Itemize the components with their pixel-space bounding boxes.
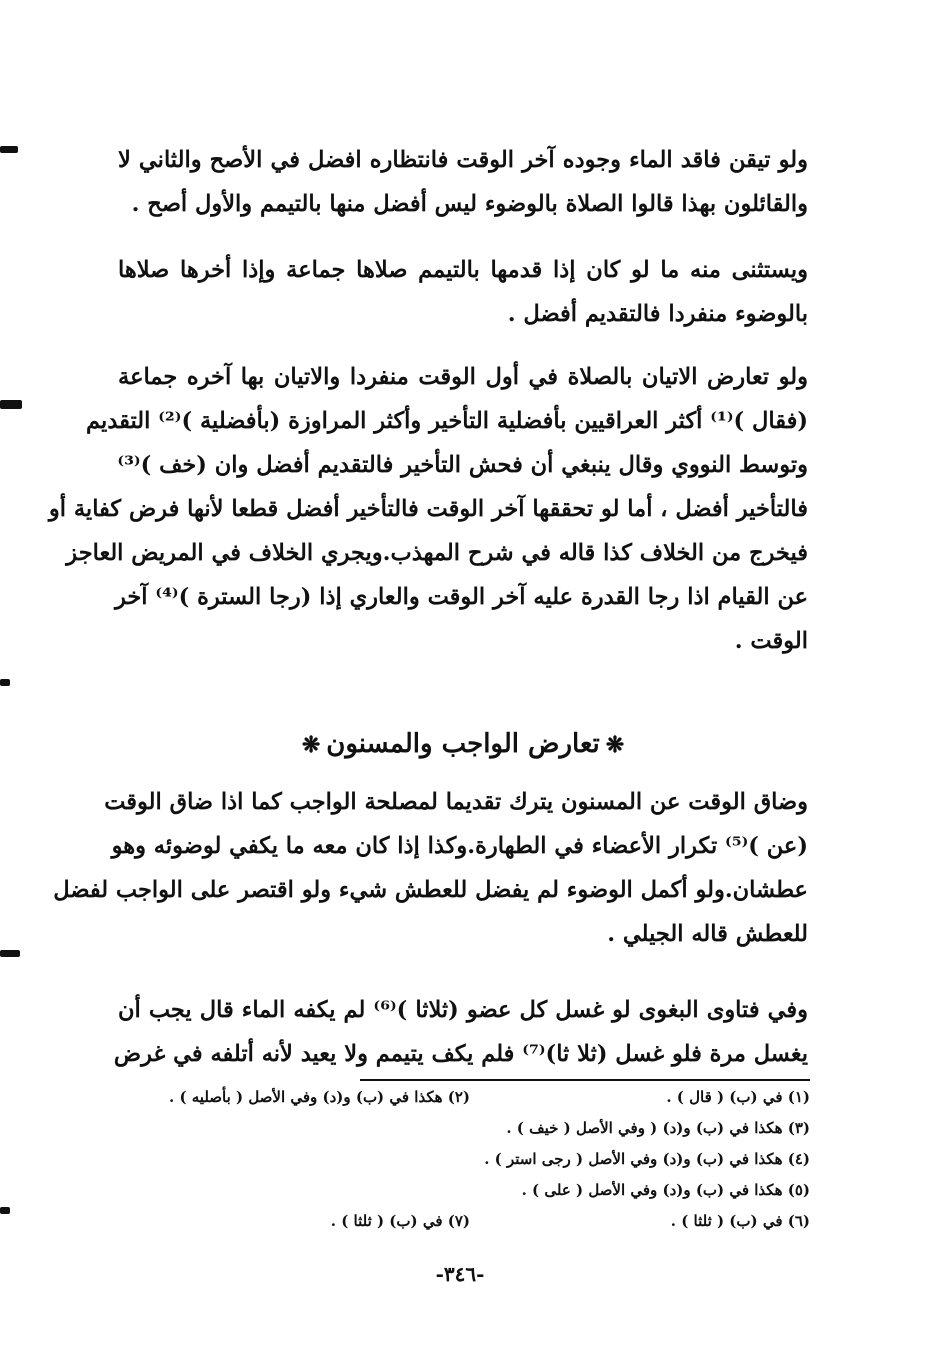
paragraph-4 <box>53 780 808 956</box>
footnote-row <box>130 1175 810 1206</box>
star-ornament-icon: ❋ <box>301 732 321 758</box>
footnote <box>130 1144 470 1175</box>
margin-mark <box>0 1207 10 1214</box>
text-line: الوقت . <box>734 628 808 654</box>
section-heading-text: تعارض الواجب والمسنون <box>326 729 600 759</box>
page-number: -٣٤٦- <box>435 1262 485 1286</box>
margin-mark <box>0 400 22 409</box>
text-line: ولو تعارض الاتيان بالصلاة في أول الوقت منفردا والاتيان بها آخره جماعة <box>118 364 808 390</box>
text-line: للعطش قاله الجيلي . <box>607 921 808 947</box>
text-line: عطشان.ولو أكمل الوضوء لم يفضل للعطش شيء ولو اقتصر على الواجب لفضل <box>53 877 808 903</box>
text-line: فيخرج من الخلاف كذا قاله في شرح المهذب.ويجري الخلاف في المريض العاجز <box>66 540 808 566</box>
text-line: ويستثنى منه ما لو كان إذا قدمها بالتيمم صلاها جماعة وإذا أخرها صلاها <box>118 257 808 283</box>
footnote-row <box>130 1144 810 1175</box>
paragraph-5 <box>113 988 809 1076</box>
footnotes <box>130 1082 810 1237</box>
paragraph-3 <box>48 355 808 663</box>
text-line: بالوضوء منفردا فالتقديم أفضل . <box>507 301 808 327</box>
text-line: وفي فتاوى البغوى لو غسل كل عضو (ثلاثا )⁽⁶⁾ لم يكفه الماء قال يجب أن <box>118 997 809 1023</box>
footnote: (١) في (ب) ( قال ) . <box>666 1088 810 1106</box>
margin-mark <box>0 146 18 153</box>
text-line: (فقال )⁽¹⁾ أكثر العراقيين بأفضلية التأخير وأكثر المراوزة (بأفضلية )⁽²⁾ التقديم <box>86 408 808 434</box>
footnote: (٦) في (ب) ( ثلثا ) . <box>670 1212 810 1230</box>
text-line: ولو تيقن فاقد الماء وجوده آخر الوقت فانتظاره افضل في الأصح والثاني لا <box>118 147 808 173</box>
text-line: وضاق الوقت عن المسنون يترك تقديما لمصلحة الواجب كما اذا ضاق الوقت <box>104 789 808 815</box>
text-line: وتوسط النووي وقال ينبغي أن فحش التأخير فالتقديم أفضل وان (خف )⁽³⁾ <box>117 452 808 478</box>
text-line: (عن )⁽⁵⁾ تكرار الأعضاء في الطهارة.وكذا إذا كان معه ما يكفي لوضوئه وهو <box>111 833 808 859</box>
footnote: (٧) في (ب) ( ثلثا ) . <box>330 1212 470 1230</box>
footnote-separator <box>360 1079 810 1081</box>
footnote-row <box>130 1113 810 1144</box>
text-line: والقائلون بهذا قالوا الصلاة بالوضوء ليس أفضل منها بالتيمم والأول أصح . <box>131 191 808 217</box>
paragraph-1 <box>118 138 808 226</box>
star-ornament-icon: ❋ <box>605 732 625 758</box>
footnote: (٤) هكذا في (ب) و(د) وفي الأصل ( رجى استر ) . <box>484 1150 810 1168</box>
footnote <box>130 1113 470 1144</box>
footnote-row <box>130 1206 810 1237</box>
footnote: (٣) هكذا في (ب) و(د) ( وفي الأصل ( خيف ) . <box>506 1119 810 1137</box>
footnote: (٢) هكذا في (ب) و(د) وفي الأصل ( بأصليه ) . <box>169 1088 470 1106</box>
text-line: فالتأخير أفضل ، أما لو تحققها آخر الوقت فالتأخير أفضل قطعا لأنها فرض كفاية أو <box>48 496 808 522</box>
footnote: (٥) هكذا في (ب) و(د) وفي الأصل ( على ) . <box>521 1181 810 1199</box>
section-heading <box>118 722 808 767</box>
paragraph-2 <box>118 248 808 336</box>
footnote <box>130 1175 470 1206</box>
footnote-row <box>130 1082 810 1113</box>
margin-mark <box>0 950 20 957</box>
text-line: يغسل مرة فلو غسل (ثلا ثا)⁽⁷⁾ فلم يكف يتيمم ولا يعيد لأنه أتلفه في غرض <box>113 1041 808 1067</box>
margin-mark <box>0 679 10 686</box>
text-line: عن القيام اذا رجا القدرة عليه آخر الوقت والعاري إذا (رجا السترة )⁽⁴⁾ آخر <box>114 584 808 610</box>
